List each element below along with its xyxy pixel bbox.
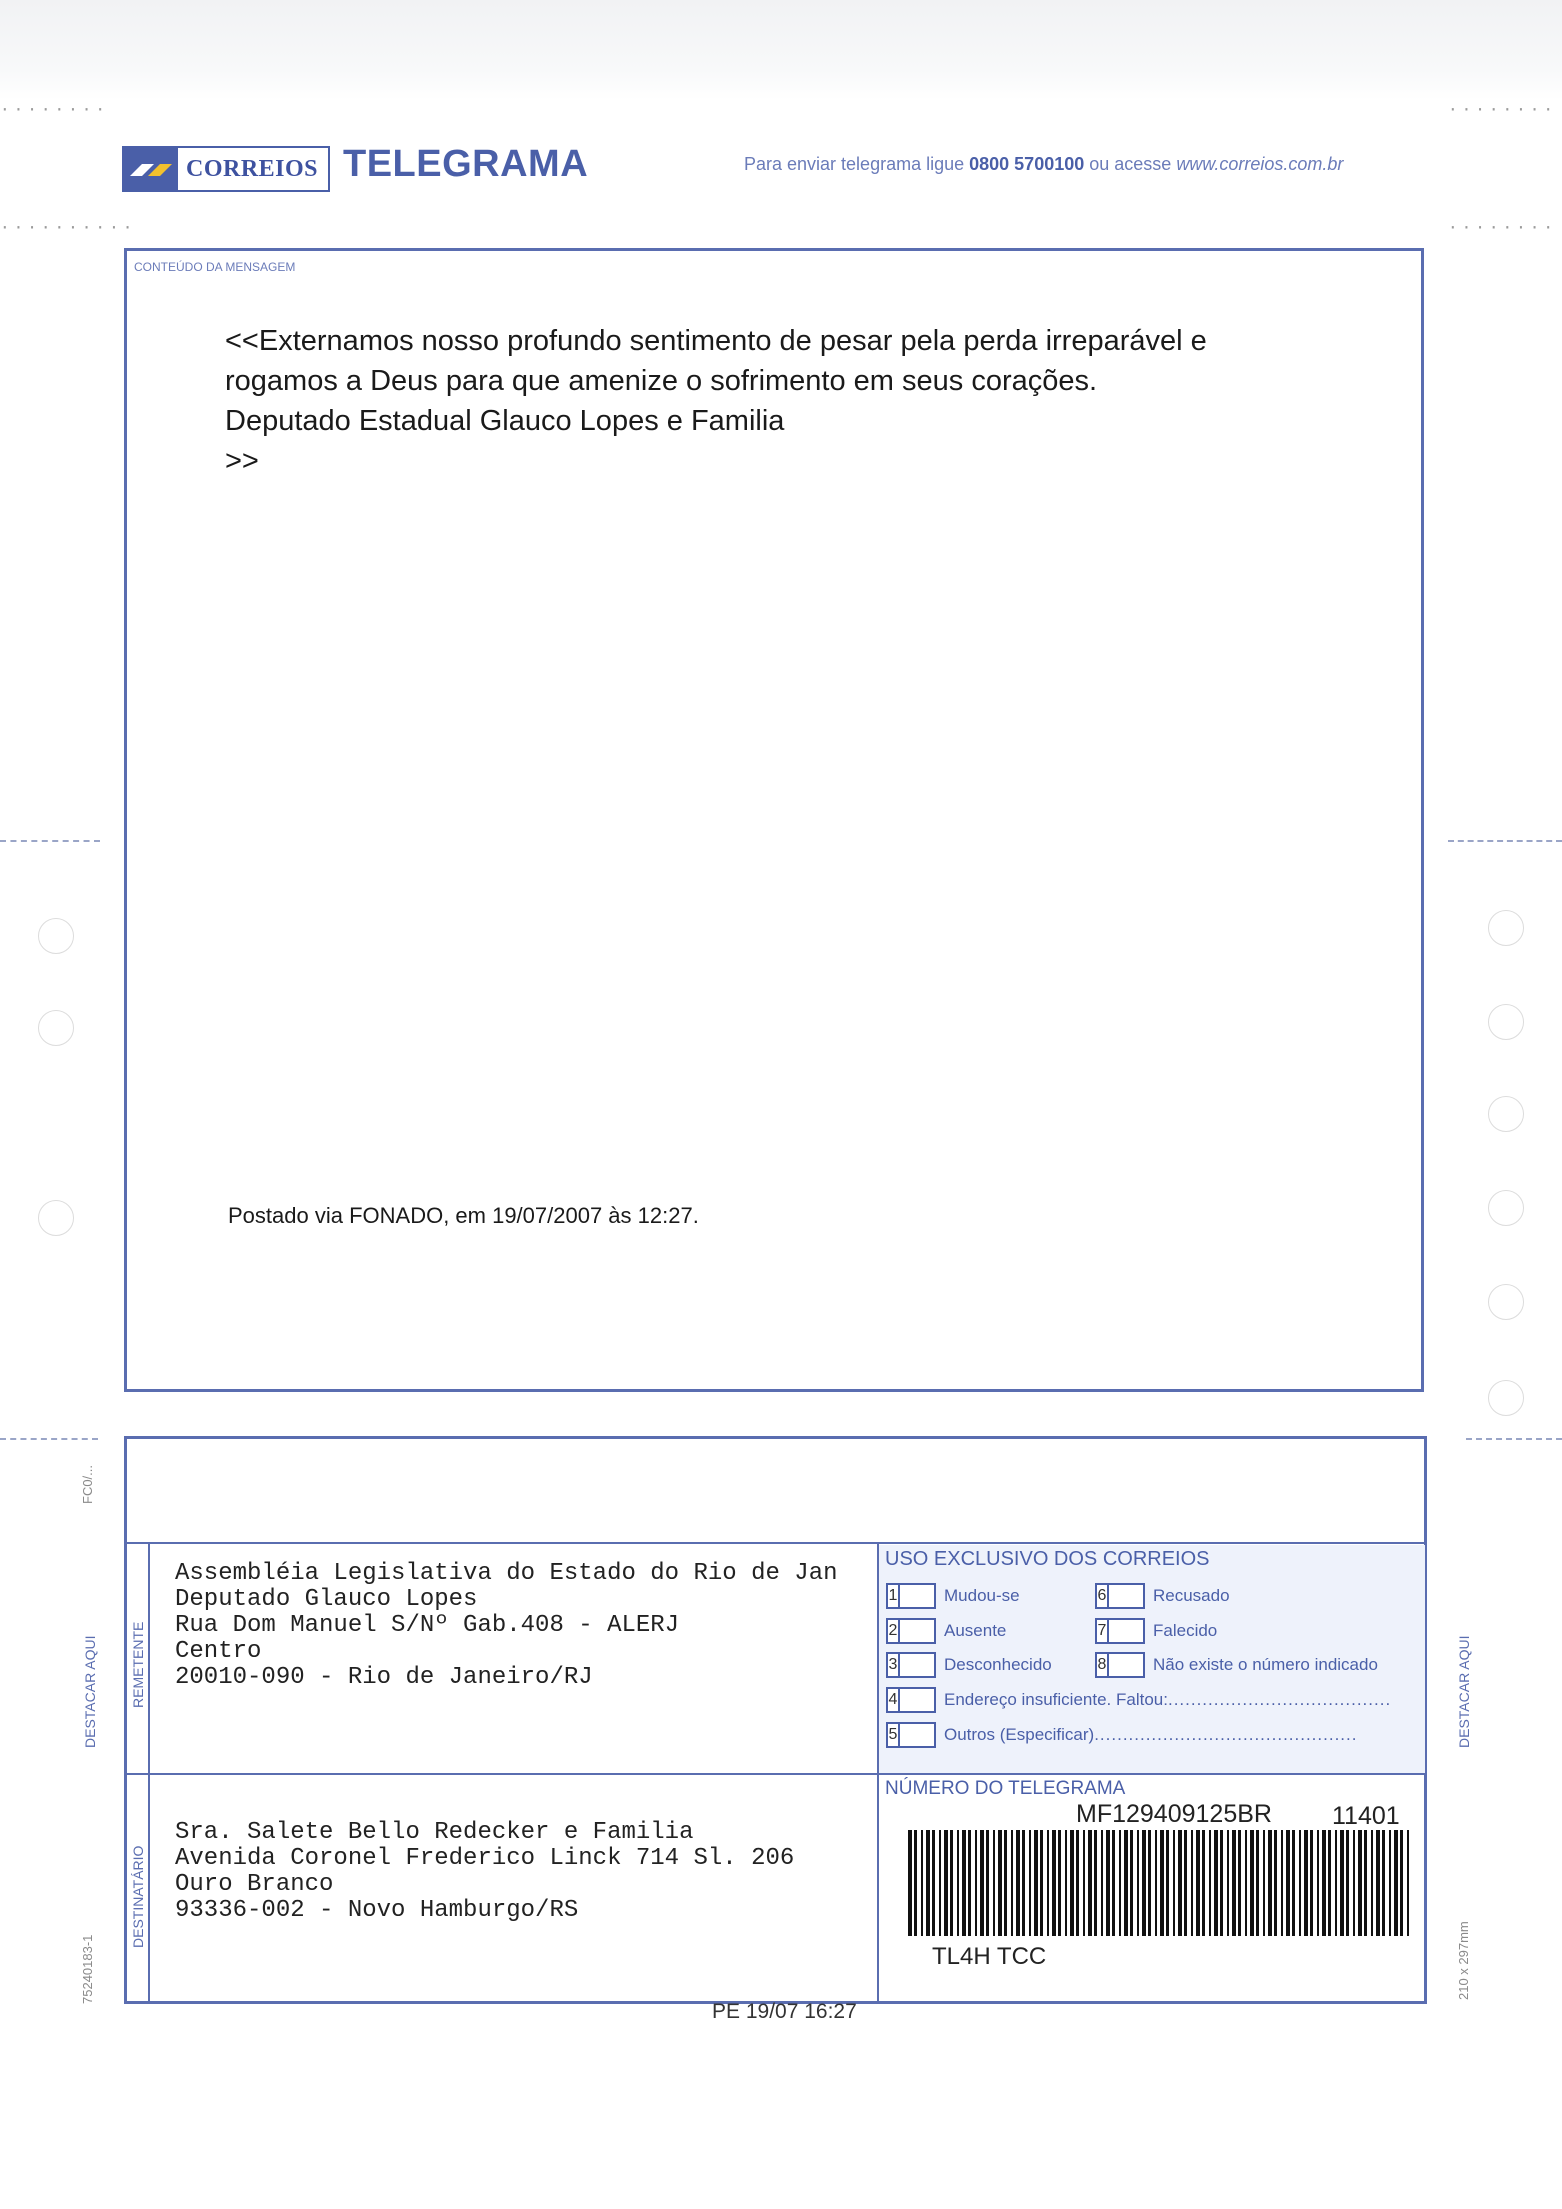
barcode-bar bbox=[968, 1830, 971, 1936]
option-label: Outros (Especificar) bbox=[944, 1725, 1095, 1744]
barcode-bar bbox=[1407, 1830, 1409, 1936]
barcode-bar bbox=[1052, 1830, 1056, 1936]
barcode-bar bbox=[1376, 1830, 1380, 1936]
barcode-bar bbox=[1256, 1830, 1259, 1936]
barcode-bar bbox=[1389, 1830, 1391, 1936]
barcode-bar bbox=[1340, 1830, 1344, 1936]
barcode-bar bbox=[1142, 1830, 1146, 1936]
barcode-bar bbox=[1263, 1830, 1265, 1936]
barcode-bar bbox=[1112, 1830, 1115, 1936]
detach-here-right: DESTACAR AQUI bbox=[1456, 1635, 1472, 1748]
option-checkbox[interactable] bbox=[900, 1722, 936, 1748]
sender-line: Assembléia Legislativa do Estado do Rio de Jan bbox=[175, 1560, 838, 1587]
barcode-bar bbox=[1346, 1830, 1349, 1936]
tear-line-left-lower bbox=[0, 1438, 98, 1440]
hint-prefix: Para enviar telegrama ligue bbox=[744, 154, 970, 174]
telegram-number-label: NÚMERO DO TELEGRAMA bbox=[885, 1778, 1126, 1799]
barcode-bar bbox=[1310, 1830, 1313, 1936]
sender-line: Deputado Glauco Lopes bbox=[175, 1586, 478, 1613]
hint-phone: 0800 5700100 bbox=[969, 154, 1085, 174]
barcode-bar bbox=[1292, 1830, 1295, 1936]
barcode-bar bbox=[993, 1830, 995, 1936]
barcode-bar bbox=[986, 1830, 989, 1936]
barcode-bar bbox=[1382, 1830, 1385, 1936]
correios-logo bbox=[122, 146, 330, 192]
uso-exclusivo-title: USO EXCLUSIVO DOS CORREIOS bbox=[885, 1548, 1210, 1570]
binder-hole bbox=[1488, 910, 1524, 946]
barcode-bar bbox=[1083, 1830, 1085, 1936]
barcode-bar bbox=[1227, 1830, 1229, 1936]
divider bbox=[148, 1542, 150, 2004]
recipient-line: Avenida Coronel Frederico Linck 714 Sl. 206 bbox=[175, 1845, 795, 1872]
option-number: 4 bbox=[886, 1687, 900, 1713]
option-checkbox[interactable] bbox=[900, 1618, 936, 1644]
barcode-bar bbox=[1016, 1830, 1020, 1936]
barcode-bar bbox=[1268, 1830, 1272, 1936]
barcode-bar bbox=[1137, 1830, 1139, 1936]
barcode-bar bbox=[1011, 1830, 1013, 1936]
barcode-bar bbox=[1022, 1830, 1025, 1936]
recipient-line: Sra. Salete Bello Redecker e Familia bbox=[175, 1819, 694, 1846]
option-label: Mudou-se bbox=[944, 1586, 1020, 1605]
barcode-bar bbox=[1047, 1830, 1049, 1936]
detach-here-left: DESTACAR AQUI bbox=[82, 1635, 98, 1748]
barcode-bar bbox=[1076, 1830, 1079, 1936]
barcode-bar bbox=[1322, 1830, 1326, 1936]
barcode-bar bbox=[1029, 1830, 1031, 1936]
sender-line: Rua Dom Manuel S/Nº Gab.408 - ALERJ bbox=[175, 1612, 680, 1639]
option-mudou-se[interactable] bbox=[886, 1583, 1020, 1609]
barcode-bar bbox=[1160, 1830, 1164, 1936]
scan-top-band bbox=[0, 0, 1562, 100]
form-code: 75240183-1 bbox=[80, 1934, 95, 2004]
barcode bbox=[908, 1830, 1414, 1936]
barcode-bar bbox=[1101, 1830, 1103, 1936]
barcode-bar bbox=[1040, 1830, 1043, 1936]
barcode-bar bbox=[1196, 1830, 1200, 1936]
barcode-bar bbox=[1173, 1830, 1175, 1936]
option-nao-existe-numero[interactable] bbox=[1095, 1652, 1378, 1678]
option-checkbox[interactable] bbox=[1109, 1652, 1145, 1678]
barcode-bar bbox=[1184, 1830, 1187, 1936]
barcode-bar bbox=[939, 1830, 941, 1936]
barcode-bar bbox=[1274, 1830, 1277, 1936]
barcode-bar bbox=[908, 1830, 912, 1936]
binder-hole bbox=[38, 918, 74, 954]
option-label: Falecido bbox=[1153, 1621, 1218, 1640]
barcode-bar bbox=[1317, 1830, 1319, 1936]
posted-info: Postado via FONADO, em 19/07/2007 às 12:27. bbox=[228, 1203, 699, 1228]
barcode-bar bbox=[1191, 1830, 1193, 1936]
barcode-bar bbox=[1353, 1830, 1355, 1936]
sender-label: REMETENTE bbox=[130, 1621, 146, 1708]
telegram-number: 11401 bbox=[1332, 1802, 1400, 1830]
barcode-bar bbox=[1245, 1830, 1247, 1936]
tear-line-right-upper bbox=[1448, 840, 1562, 842]
message-line: Deputado Estadual Glauco Lopes e Familia bbox=[225, 405, 785, 437]
option-number: 2 bbox=[886, 1618, 900, 1644]
barcode-bar bbox=[1400, 1830, 1403, 1936]
barcode-bar bbox=[1034, 1830, 1038, 1936]
barcode-bar bbox=[1166, 1830, 1169, 1936]
recipient-label: DESTINATÁRIO bbox=[130, 1845, 146, 1948]
option-number: 6 bbox=[1095, 1583, 1109, 1609]
fill-line: .............................................. bbox=[1094, 1725, 1358, 1744]
message-line: >> bbox=[225, 445, 259, 477]
option-number: 8 bbox=[1095, 1652, 1109, 1678]
recipient-line: 93336-002 - Novo Hamburgo/RS bbox=[175, 1897, 579, 1924]
barcode-bar bbox=[944, 1830, 948, 1936]
barcode-bar bbox=[1106, 1830, 1110, 1936]
option-number: 1 bbox=[886, 1583, 900, 1609]
barcode-bar bbox=[1178, 1830, 1182, 1936]
message-label: CONTEÚDO DA MENSAGEM bbox=[134, 260, 296, 274]
barcode-bar bbox=[1130, 1830, 1133, 1936]
barcode-bar bbox=[1364, 1830, 1367, 1936]
option-ausente[interactable] bbox=[886, 1618, 1006, 1644]
binder-hole bbox=[1488, 1284, 1524, 1320]
barcode-bar bbox=[1371, 1830, 1373, 1936]
message-line: <<Externamos nosso profundo sentimento de pesar pela perda irreparável e bbox=[225, 325, 1207, 357]
option-falecido[interactable] bbox=[1095, 1618, 1217, 1644]
binder-hole bbox=[38, 1200, 74, 1236]
barcode-bar bbox=[1148, 1830, 1151, 1936]
perforation-dots-left-mid: ·········· bbox=[0, 218, 137, 237]
option-number: 7 bbox=[1095, 1618, 1109, 1644]
barcode-bar bbox=[1004, 1830, 1007, 1936]
barcode-bar bbox=[914, 1830, 917, 1936]
barcode-bar bbox=[1070, 1830, 1074, 1936]
barcode-bar bbox=[1232, 1830, 1236, 1936]
binder-hole bbox=[1488, 1004, 1524, 1040]
binder-hole bbox=[1488, 1190, 1524, 1226]
barcode-bar bbox=[1214, 1830, 1218, 1936]
document-title: TELEGRAMA bbox=[343, 143, 589, 185]
sender-line: Centro bbox=[175, 1638, 262, 1665]
barcode-bar bbox=[1209, 1830, 1211, 1936]
barcode-bar bbox=[1238, 1830, 1241, 1936]
hint-middle: ou acesse bbox=[1084, 154, 1177, 174]
perforation-dots-left-top: ········ bbox=[0, 100, 110, 119]
barcode-bar bbox=[998, 1830, 1002, 1936]
barcode-bar bbox=[1358, 1830, 1362, 1936]
recipient-line: Ouro Branco bbox=[175, 1871, 334, 1898]
message-line: rogamos a Deus para que amenize o sofrimento em seus corações. bbox=[225, 365, 1098, 397]
barcode-bar bbox=[1119, 1830, 1121, 1936]
option-desconhecido[interactable] bbox=[886, 1652, 1052, 1678]
binder-hole bbox=[1488, 1096, 1524, 1132]
option-outros[interactable] bbox=[886, 1722, 1414, 1748]
barcode-bar bbox=[980, 1830, 984, 1936]
perforation-dots-right-mid: ········ bbox=[1448, 218, 1558, 237]
telegram-code: MF129409125BR bbox=[1076, 1800, 1272, 1828]
binder-hole bbox=[38, 1010, 74, 1046]
barcode-bar bbox=[1281, 1830, 1283, 1936]
barcode-bar bbox=[1155, 1830, 1157, 1936]
option-label: Ausente bbox=[944, 1621, 1007, 1640]
binder-hole bbox=[1488, 1380, 1524, 1416]
telegram-extra-code: TL4H TCC bbox=[932, 1943, 1047, 1970]
tear-line-left-upper bbox=[0, 840, 100, 842]
option-label: Não existe o número indicado bbox=[1153, 1655, 1378, 1674]
barcode-bar bbox=[1394, 1830, 1398, 1936]
form-fc-code: FC0/... bbox=[80, 1464, 95, 1504]
option-number: 5 bbox=[886, 1722, 900, 1748]
option-checkbox[interactable] bbox=[1109, 1583, 1145, 1609]
option-label: Desconhecido bbox=[944, 1655, 1052, 1674]
barcode-bar bbox=[950, 1830, 953, 1936]
barcode-bar bbox=[1304, 1830, 1308, 1936]
barcode-bar bbox=[957, 1830, 959, 1936]
fill-line: ....................................... bbox=[1167, 1690, 1392, 1709]
option-checkbox[interactable] bbox=[900, 1652, 936, 1678]
barcode-bar bbox=[962, 1830, 966, 1936]
logo-text: CORREIOS bbox=[186, 155, 319, 182]
post-stamp: PE 19/07 16:27 bbox=[712, 2000, 857, 2023]
tear-line-right-lower bbox=[1466, 1438, 1562, 1440]
hint-site: www.correios.com.br bbox=[1176, 154, 1344, 174]
barcode-bar bbox=[932, 1830, 935, 1936]
barcode-bar bbox=[1058, 1830, 1061, 1936]
barcode-bar bbox=[1335, 1830, 1337, 1936]
barcode-bar bbox=[1094, 1830, 1097, 1936]
barcode-bar bbox=[1286, 1830, 1290, 1936]
barcode-bar bbox=[1065, 1830, 1067, 1936]
recipient-address bbox=[175, 1820, 794, 1924]
option-label: Endereço insuficiente. Faltou: bbox=[944, 1690, 1168, 1709]
paper-size: 210 x 297mm bbox=[1456, 1921, 1471, 2000]
barcode-bar bbox=[975, 1830, 977, 1936]
divider bbox=[124, 1542, 1427, 1544]
barcode-bar bbox=[1299, 1830, 1301, 1936]
barcode-bar bbox=[1250, 1830, 1254, 1936]
sender-address bbox=[175, 1561, 838, 1691]
barcode-bar bbox=[926, 1830, 930, 1936]
option-recusado[interactable] bbox=[1095, 1583, 1230, 1609]
sender-line: 20010-090 - Rio de Janeiro/RJ bbox=[175, 1664, 593, 1691]
option-checkbox[interactable] bbox=[1109, 1618, 1145, 1644]
perforation-dots-right-top: ········ bbox=[1448, 100, 1558, 119]
contact-hint bbox=[744, 154, 1343, 175]
barcode-bar bbox=[1328, 1830, 1331, 1936]
option-label: Recusado bbox=[1153, 1586, 1230, 1605]
correios-logo-icon bbox=[124, 148, 178, 190]
option-checkbox[interactable] bbox=[900, 1687, 936, 1713]
option-checkbox[interactable] bbox=[900, 1583, 936, 1609]
barcode-bar bbox=[1124, 1830, 1128, 1936]
divider bbox=[124, 1773, 1427, 1775]
option-endereco-insuficiente[interactable] bbox=[886, 1687, 1414, 1713]
option-number: 3 bbox=[886, 1652, 900, 1678]
barcode-bar bbox=[1202, 1830, 1205, 1936]
barcode-bar bbox=[1220, 1830, 1223, 1936]
barcode-bar bbox=[1088, 1830, 1092, 1936]
barcode-bar bbox=[921, 1830, 923, 1936]
